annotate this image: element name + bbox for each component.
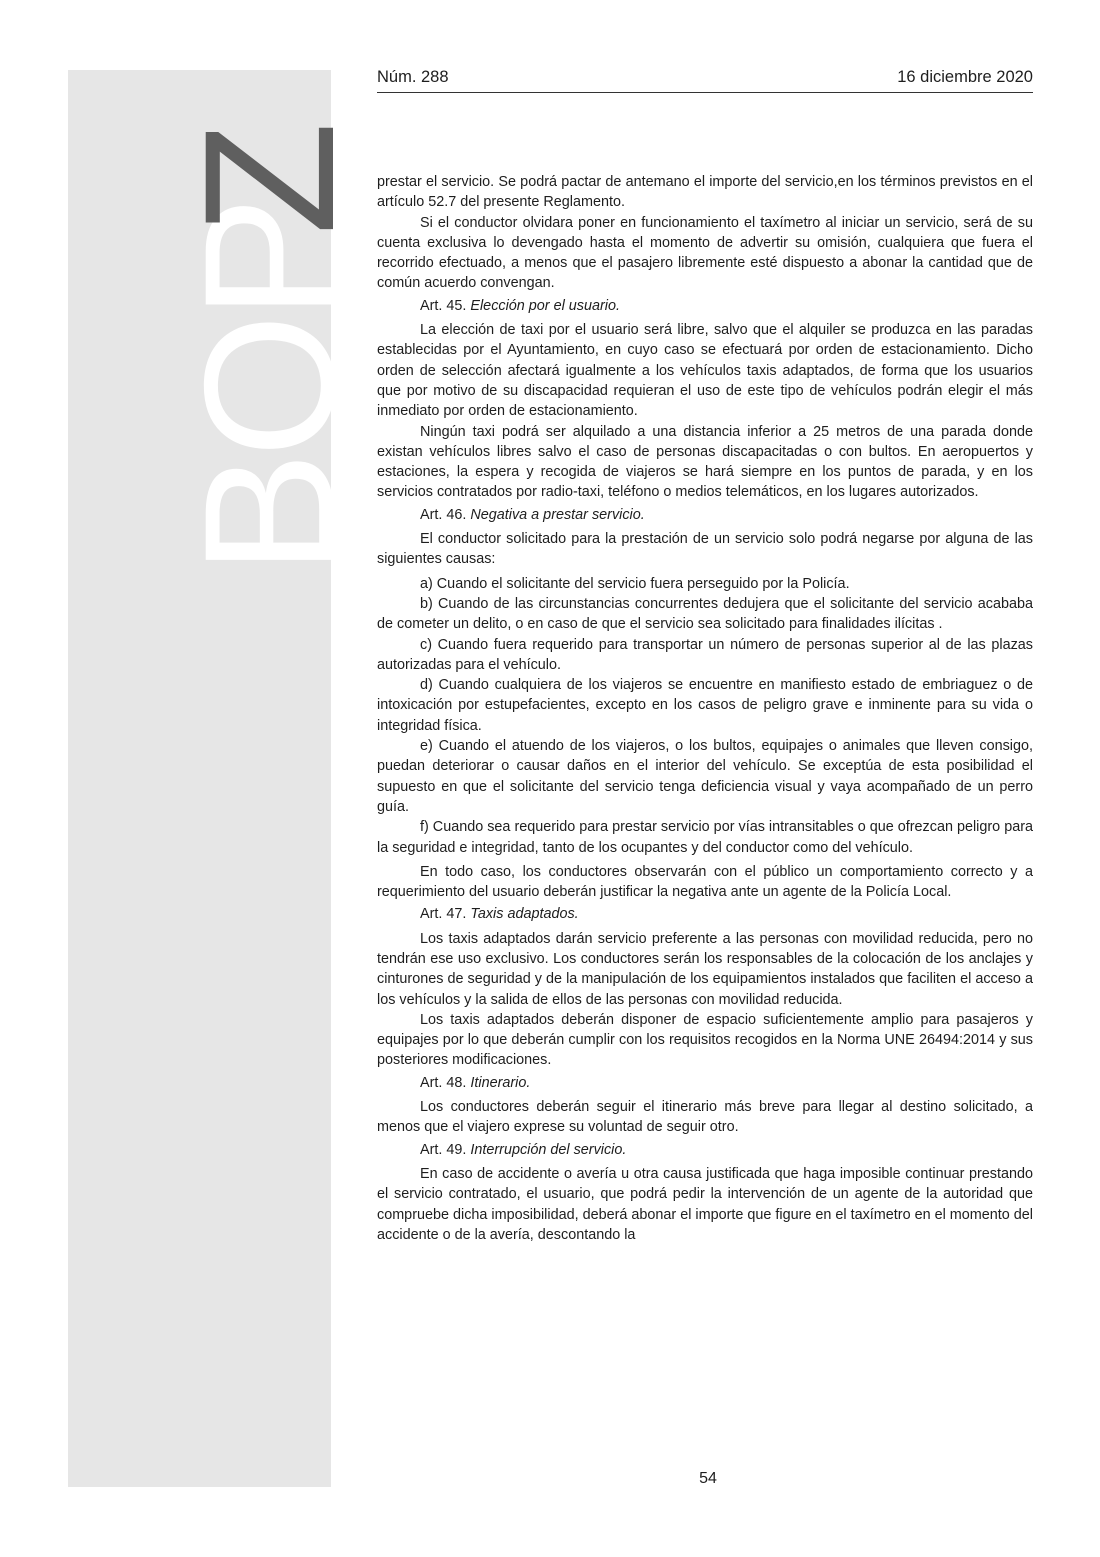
article-heading-48 — [377, 1073, 1033, 1093]
issue-number: Núm. 288 — [377, 68, 449, 86]
document-body — [377, 172, 1033, 1245]
bopz-logo — [68, 70, 373, 610]
article-number: Art. 46. — [420, 506, 467, 523]
article-number: Art. 47. — [420, 906, 467, 923]
list-item-c: c) Cuando fuera requerido para transportar un número de personas superior al de las plazas autorizadas para el vehículo. — [377, 636, 1033, 673]
article-number: Art. 48. — [420, 1074, 467, 1091]
article-heading-49 — [377, 1140, 1033, 1160]
article-heading-45 — [377, 296, 1033, 316]
article-title: Interrupción del servicio. — [470, 1141, 627, 1158]
paragraph: Los taxis adaptados darán servicio preferente a las personas con movilidad reducida, pero no tendrán ese uso exclusivo. Los conductores serán los responsables de la colocación de los anclajes y cinturones de seguridad y de la manipulación de los equipamientos instalados que faciliten el acceso a los vehículos y la salida de ellos de las personas con movilidad reducida. — [377, 930, 1033, 1008]
article-title: Taxis adaptados. — [470, 906, 579, 923]
paragraph: En caso de accidente o avería u otra causa justificada que haga imposible continuar prestando el servicio contratado, el usuario, que podrá pedir la intervención de un agente de la autoridad que compruebe dicha imposibilidad, deberá abonar el importe que figure en el taxímetro en el momento del accidente o de la avería, descontando la — [377, 1165, 1033, 1243]
article-number: Art. 49. — [420, 1141, 467, 1158]
logo-text-z: Z — [167, 121, 373, 235]
list-item-b: b) Cuando de las circunstancias concurrentes dedujera que el solicitante del servicio acababa de cometer un delito, o en caso de que el servicio sea solicitado para finalidades ilícitas . — [377, 595, 1033, 633]
list-item-a: a) Cuando el solicitante del servicio fuera perseguido por la Policía. — [420, 575, 850, 592]
article-title: Negativa a prestar servicio. — [470, 506, 645, 523]
article-heading-46 — [377, 505, 1033, 525]
article-title: Itinerario. — [470, 1074, 531, 1091]
page-number: 54 — [699, 1470, 717, 1487]
paragraph: prestar el servicio. Se podrá pactar de antemano el importe del servicio,en los términos previstos en el artículo 52.7 del presente Reglamento. — [377, 174, 1033, 211]
paragraph: Los taxis adaptados deberán disponer de espacio suficientemente amplio para pasajeros y equipajes por lo que deberán cumplir con los requisitos recogidos en la Norma UNE 26494:2014 y sus posteriores modificaciones. — [377, 1011, 1033, 1069]
bopz-logo-graphic — [68, 70, 373, 610]
paragraph: Los conductores deberán seguir el itinerario más breve para llegar al destino solicitado, a menos que el viajero exprese su voluntad de seguir otro. — [377, 1099, 1033, 1136]
paragraph: La elección de taxi por el usuario será libre, salvo que el alquiler se produzca en las paradas establecidas por el Ayuntamiento, en cuyo caso se efectuará por orden de estacionamiento. Dicho orden de selección afectará igualmente a los vehículos taxis adaptados, de forma que los usuarios que por motivo de su discapacidad requieran el uso de este tipo de vehículos podrán elegir el más inmediato por orden de estacionamiento. — [377, 322, 1033, 420]
article-title: Elección por el usuario. — [470, 297, 620, 314]
issue-date: 16 diciembre 2020 — [897, 68, 1033, 86]
page-header — [377, 66, 1033, 93]
article-heading-47 — [377, 904, 1033, 924]
paragraph: Si el conductor olvidara poner en funcionamiento el taxímetro al iniciar un servicio, será de su cuenta exclusiva lo devengado hasta el momento de advertir su omisión, cualquiera que fuera el recorrido efectuado, a menos que el pasajero libremente esté dispuesto a abonar la cantidad que de común acuerdo convengan. — [377, 214, 1033, 292]
paragraph: El conductor solicitado para la prestación de un servicio solo podrá negarse por alguna de las siguientes causas: — [377, 531, 1033, 568]
list-item-e: e) Cuando el atuendo de los viajeros, o los bultos, equipajes o animales que lleven consigo, puedan deteriorar o causar daños en el interior del vehículo. Se exceptúa de esta posibilidad el supuesto en que el solicitante del servicio tenga deficiencia visual y vaya acompañado de un perro guía. — [377, 738, 1033, 815]
paragraph: En todo caso, los conductores observarán con el público un comportamiento correcto y a requerimiento del usuario deberán justificar la negativa ante un agente de la Policía Local. — [377, 863, 1033, 901]
paragraph: Ningún taxi podrá ser alquilado a una distancia inferior a 25 metros de una parada donde existan vehículos libres salvo el caso de personas discapacitadas o con bultos. En aeropuertos y estaciones, la espera y recogida de viajeros se hará siempre en los puntos de parada, y en los servicios contratados por radio-taxi, teléfono o medios telemáticos, en los lugares autorizados. — [377, 423, 1033, 501]
logo-text-bop: BOP — [167, 202, 373, 575]
list-item-f: f) Cuando sea requerido para prestar servicio por vías intransitables o que ofrezcan peligro para la seguridad e integridad, tanto de los ocupantes y del conductor como del vehículo. — [377, 819, 1033, 856]
article-number: Art. 45. — [420, 297, 467, 314]
list-item-d: d) Cuando cualquiera de los viajeros se encuentre en manifiesto estado de embriaguez o de intoxicación por estupefacientes, excepto en los casos de peligro grave e inminente para su vida o integridad física. — [377, 677, 1033, 734]
